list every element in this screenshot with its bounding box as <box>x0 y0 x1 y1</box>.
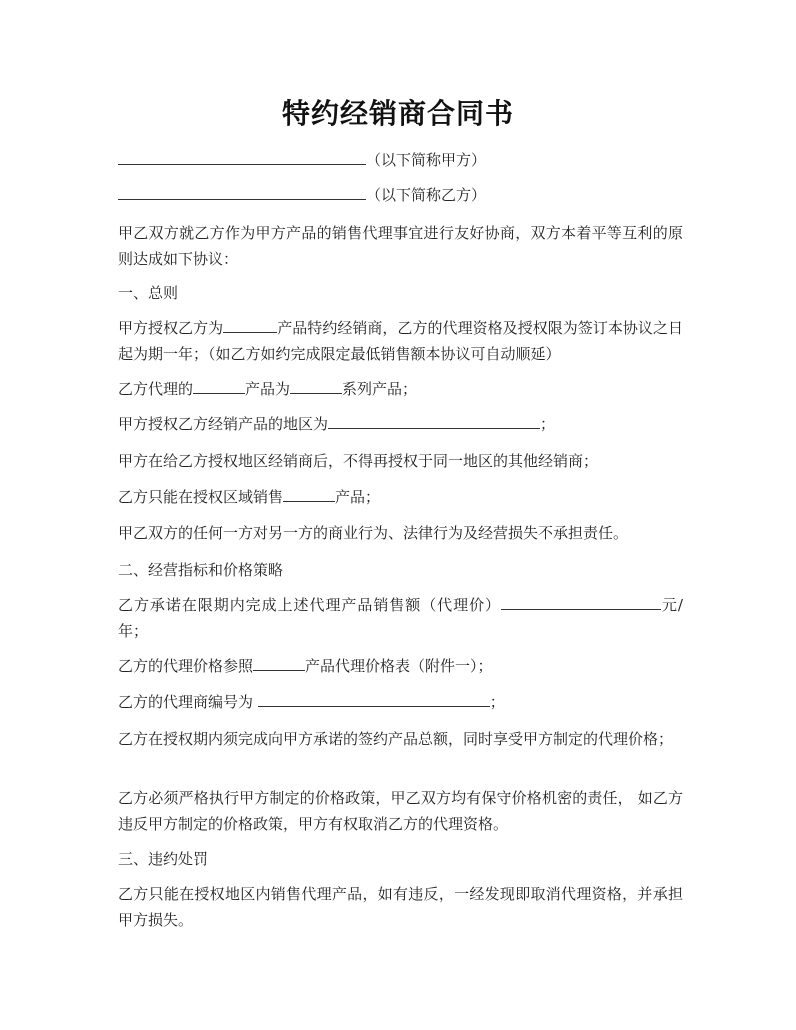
party-b-line <box>118 182 683 208</box>
section2-paragraph-5: 乙方必须严格执行甲方制定的价格政策，甲乙双方均有保守价格机密的责任， 如乙方违反甲方制定的价格政策，甲方有权取消乙方的代理资格。 <box>118 789 683 833</box>
section2-p3-text-b: ； <box>489 693 505 711</box>
section1-paragraph-6: 甲乙双方的任何一方对另一方的商业行为、法律行为及经营损失不承担责任。 <box>118 524 629 542</box>
section1-paragraph-1 <box>118 315 683 367</box>
product-name-blank <box>223 318 277 333</box>
sales-amount-blank <box>501 595 661 610</box>
section1-p2-text-b: 产品为 <box>245 380 291 398</box>
section2-p3-text-a: 乙方的代理商编号为 <box>118 693 258 711</box>
section2-paragraph-4: 乙方在授权期内须完成向甲方承诺的签约产品总额，同时享受甲方制定的代理价格； <box>118 730 674 748</box>
section2-p2-text-b: 产品代理价格表（附件一）； <box>305 657 493 675</box>
agent-number-blank <box>258 692 490 707</box>
section1-p3-text-a: 甲方授权乙方经销产品的地区为 <box>118 415 329 433</box>
section1-p2-text-c: 系列产品； <box>342 380 418 398</box>
party-a-line <box>118 147 683 173</box>
party-b-suffix: （以下简称乙方） <box>366 186 487 204</box>
section1-p1-text-a: 甲方授权乙方为 <box>118 319 224 337</box>
section2-paragraph-1 <box>118 592 683 644</box>
document-title: 特约经销商合同书 <box>281 97 514 130</box>
region-blank <box>328 414 540 429</box>
section1-p3-text-b: ； <box>540 415 556 433</box>
party-b-blank <box>118 185 366 200</box>
section2-paragraph-2 <box>118 653 683 679</box>
section1-paragraph-3 <box>118 411 683 437</box>
section2-paragraph-3 <box>118 689 683 715</box>
section3-paragraph-1: 乙方只能在授权地区内销售代理产品，如有违反，一经发现即取消代理资格，并承担甲方损失。 <box>118 885 683 929</box>
section1-paragraph-4: 甲方在给乙方授权地区经销商后，不得再授权于同一地区的其他经销商； <box>118 452 599 470</box>
section1-paragraph-2 <box>118 376 683 402</box>
intro-paragraph: 甲乙双方就乙方作为甲方产品的销售代理事宜进行友好协商，双方本着平等互利的原则达成如下协议： <box>118 224 683 268</box>
section1-p5-text-b: 产品； <box>335 488 381 506</box>
section1-p2-text-a: 乙方代理的 <box>118 380 194 398</box>
section1-paragraph-5 <box>118 484 683 510</box>
product-series-blank <box>290 379 342 394</box>
section2-p1-text-b: 元/年； <box>118 596 683 640</box>
section1-p1-text-b: 产品特约经销商，乙方的代理资格及授权限为签订本协议之日起为期一年；（如乙方如约完成限定最低销售额本协议可自动顺延） <box>118 319 683 363</box>
section2-p1-text-a: 乙方承诺在限期内完成上述代理产品销售额（代理价） <box>118 596 502 614</box>
price-reference-blank <box>253 656 305 671</box>
party-a-blank <box>118 150 366 165</box>
agent-product-blank <box>193 379 245 394</box>
party-a-suffix: （以下简称甲方） <box>366 151 487 169</box>
section2-p2-text-a: 乙方的代理价格参照 <box>118 657 254 675</box>
section1-heading: 一、总则 <box>118 284 179 302</box>
section2-heading: 二、经营指标和价格策略 <box>118 561 284 579</box>
section3-heading: 三、违约处罚 <box>118 850 209 868</box>
region-product-blank <box>283 487 335 502</box>
section1-p5-text-a: 乙方只能在授权区域销售 <box>118 488 284 506</box>
